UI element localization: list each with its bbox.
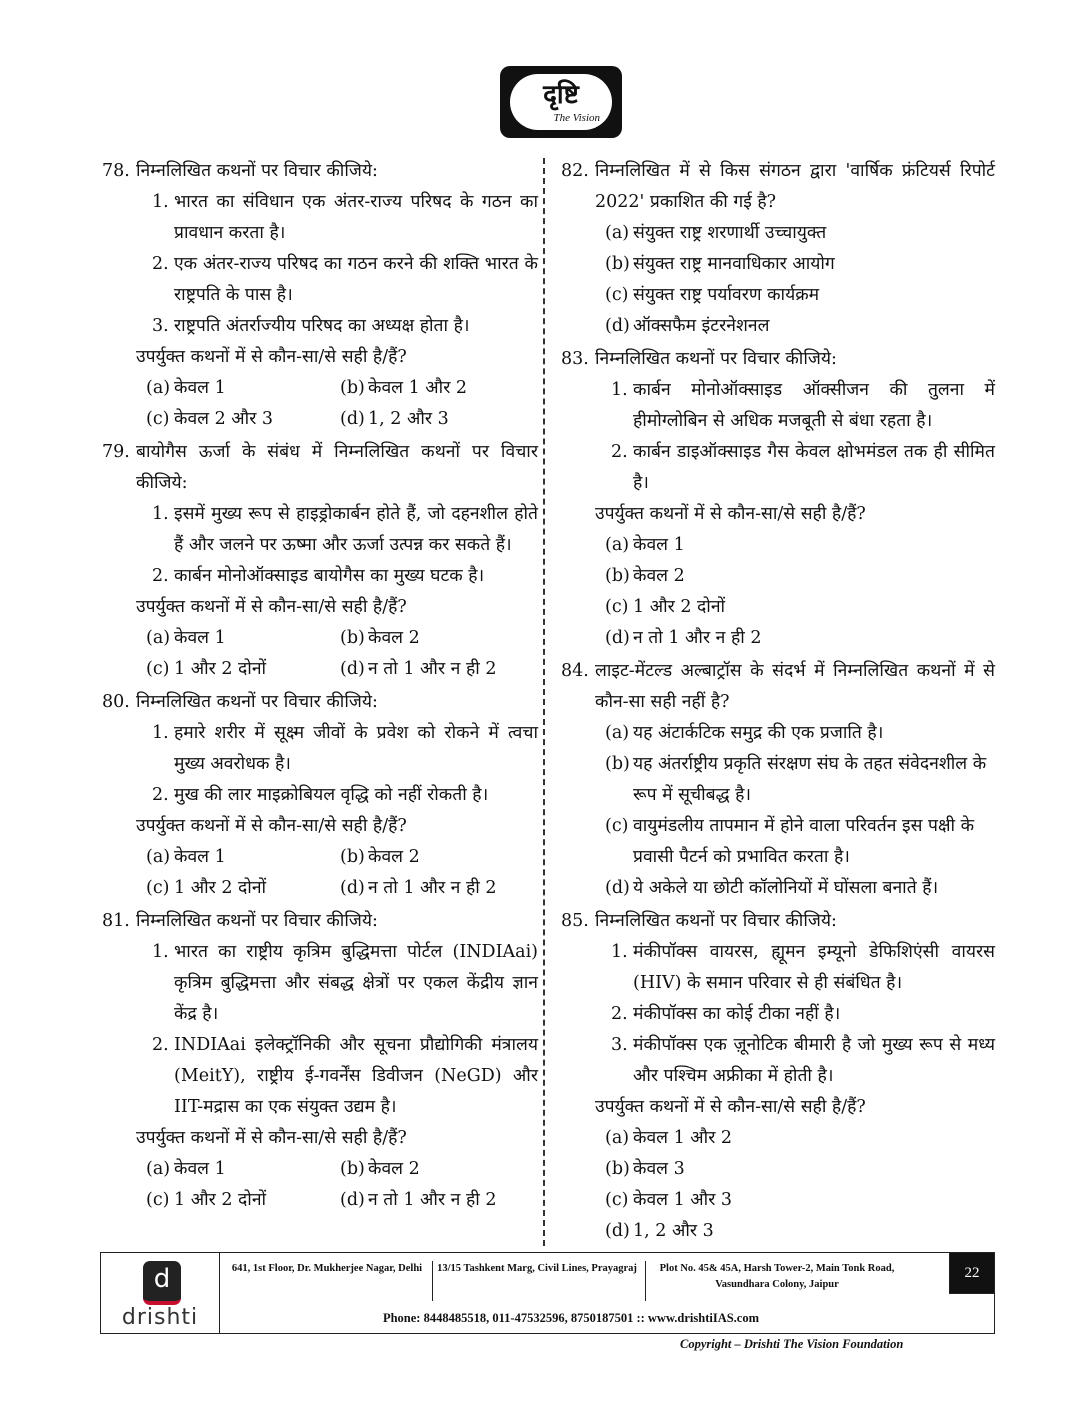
question-text: निम्नलिखित कथनों पर विचार कीजिये: [595, 349, 837, 369]
question-number: 78. [102, 161, 130, 181]
question-82 [561, 156, 995, 342]
option-c: (c) केवल 2 और 3 [146, 409, 274, 429]
option-b: (b) यह अंतर्राष्ट्रीय प्रकृति संरक्षण संघ के तहत संवेदनशील के रूप में सूचीबद्ध है। [605, 754, 987, 805]
question-number: 82. [561, 161, 589, 181]
question-number: 85. [561, 911, 589, 931]
question-number: 84. [561, 661, 589, 681]
statement: 1. हमारे शरीर में सूक्ष्म जीवों के प्रवेश को रोकने में त्वचा मुख्य अवरोधक है। [152, 723, 538, 774]
question-text: लाइट-मेंटल्ड अल्बाट्रॉस के संदर्भ में निम्नलिखित कथनों में से कौन-सा सही नहीं है? [595, 661, 995, 712]
option-a: (a) केवल 1 [605, 535, 685, 555]
option-a: (a) केवल 1 [146, 628, 226, 648]
question-number: 80. [102, 692, 130, 712]
statement: 1. इसमें मुख्य रूप से हाइड्रोकार्बन होते हैं, जो दहनशील होते हैं और जलने पर ऊष्मा और ऊर्जा उत्पन्न कर सकते हैं। [152, 504, 538, 555]
question-prompt: उपर्युक्त कथनों में से कौन-सा/से सही है/हैं? [136, 597, 407, 617]
question-prompt: उपर्युक्त कथनों में से कौन-सा/से सही है/हैं? [136, 347, 407, 367]
question-number: 83. [561, 349, 589, 369]
option-b: (b) केवल 2 [605, 566, 685, 586]
question-85 [561, 906, 995, 1247]
option-b: (b) केवल 2 [340, 628, 420, 648]
option-c: (c) संयुक्त राष्ट्र पर्यावरण कार्यक्रम [605, 285, 820, 305]
option-c: (c) 1 और 2 दोनों [605, 597, 726, 617]
question-80 [102, 687, 538, 904]
option-b: (b) केवल 2 [340, 1159, 420, 1179]
statement: 2. एक अंतर-राज्य परिषद का गठन करने की शक्ति भारत के राष्ट्रपति के पास है। [152, 254, 538, 305]
statement: 2. INDIAai इलेक्ट्रॉनिकी और सूचना प्रौद्योगिकी मंत्रालय (MeitY), राष्ट्रीय ई-गवर्नेंस डिवीजन (NeGD) और IIT-मद्रास का एक संयुक्त उद्यम है। [152, 1035, 538, 1117]
question-83 [561, 344, 995, 654]
question-text: निम्नलिखित कथनों पर विचार कीजिये: [136, 911, 378, 931]
footer-brand-name: drishti [121, 1305, 199, 1330]
option-c: (c) 1 और 2 दोनों [146, 659, 267, 679]
column-divider [543, 158, 545, 1246]
option-a: (a) केवल 1 [146, 1159, 226, 1179]
left-column [102, 156, 538, 1218]
drishti-logo-icon: d [143, 1261, 181, 1305]
address-prayagraj: 13/15 Tashkent Marg, Civil Lines, Prayagraj [437, 1263, 637, 1274]
question-text: निम्नलिखित में से किस संगठन द्वारा 'वार्षिक फ्रंटियर्स रिपोर्ट 2022' प्रकाशित की गई है? [595, 161, 995, 212]
statement: 1. भारत का संविधान एक अंतर-राज्य परिषद के गठन का प्रावधान करता है। [152, 192, 538, 243]
question-79 [102, 437, 538, 685]
address-delhi: 641, 1st Floor, Dr. Mukherjee Nagar, Delhi [231, 1263, 423, 1274]
footer-brand [101, 1253, 220, 1333]
option-c: (c) केवल 1 और 3 [605, 1190, 733, 1210]
option-d: (d) न तो 1 और न ही 2 [605, 628, 762, 648]
option-b: (b) केवल 2 [340, 847, 420, 867]
right-column [561, 156, 995, 1249]
statement: 3. राष्ट्रपति अंतर्राज्यीय परिषद का अध्यक्ष होता है। [152, 316, 470, 336]
option-b: (b) केवल 3 [605, 1159, 685, 1179]
question-prompt: उपर्युक्त कथनों में से कौन-सा/से सही है/हैं? [595, 1097, 866, 1117]
question-prompt: उपर्युक्त कथनों में से कौन-सा/से सही है/हैं? [136, 1128, 407, 1148]
statement: 1. कार्बन मोनोऑक्साइड ऑक्सीजन की तुलना में हीमोग्लोबिन से अधिक मजबूती से बंधा रहता है। [611, 380, 995, 431]
option-c: (c) 1 और 2 दोनों [146, 1190, 267, 1210]
logo-badge [510, 74, 612, 130]
question-prompt: उपर्युक्त कथनों में से कौन-सा/से सही है/हैं? [136, 816, 407, 836]
statement: 2. मुख की लार माइक्रोबियल वृद्धि को नहीं रोकती है। [152, 785, 489, 805]
statement: 2. कार्बन डाइऑक्साइड गैस केवल क्षोभमंडल तक ही सीमित है। [611, 442, 995, 493]
question-78 [102, 156, 538, 435]
option-c: (c) वायुमंडलीय तापमान में होने वाला परिवर्तन इस पक्षी के प्रवासी पैटर्न को प्रभावित करता है। [605, 816, 975, 867]
option-c: (c) 1 और 2 दोनों [146, 878, 267, 898]
option-d: (d) ऑक्सफैम इंटरनेशनल [605, 316, 770, 336]
option-d: (d) 1, 2 और 3 [340, 409, 449, 429]
option-a: (a) संयुक्त राष्ट्र शरणार्थी उच्चायुक्त [605, 223, 827, 243]
copyright-text: Copyright – Drishti The Vision Foundation [680, 1337, 904, 1351]
drishti-logo [500, 66, 622, 138]
logo-word: दृष्टि [543, 80, 579, 110]
option-a: (a) केवल 1 [146, 847, 226, 867]
question-text: बायोगैस ऊर्जा के संबंध में निम्नलिखित कथनों पर विचार कीजिये: [136, 442, 538, 493]
question-number: 79. [102, 442, 130, 462]
question-84 [561, 656, 995, 904]
option-d: (d) ये अकेले या छोटी कॉलोनियों में घोंसला बनाते हैं। [605, 878, 939, 898]
question-text: निम्नलिखित कथनों पर विचार कीजिये: [595, 911, 837, 931]
statement: 2. मंकीपॉक्स का कोई टीका नहीं है। [611, 1004, 841, 1024]
option-b: (b) केवल 1 और 2 [340, 378, 468, 398]
option-a: (a) केवल 1 और 2 [605, 1128, 733, 1148]
option-d: (d) 1, 2 और 3 [605, 1221, 714, 1241]
statement: 3. मंकीपॉक्स एक ज़ूनोटिक बीमारी है जो मुख्य रूप से मध्य और पश्चिम अफ्रीका में होती है। [611, 1035, 995, 1086]
statement: 1. भारत का राष्ट्रीय कृत्रिम बुद्धिमत्ता पोर्टल (INDIAai) कृत्रिम बुद्धिमत्ता और संबद्ध क्षेत्रों पर एकल केंद्रीय ज्ञान केंद्र है। [152, 942, 538, 1024]
question-number: 81. [102, 911, 130, 931]
option-b: (b) संयुक्त राष्ट्र मानवाधिकार आयोग [605, 254, 835, 274]
page-footer [100, 1252, 995, 1334]
address-jaipur: Plot No. 45& 45A, Harsh Tower-2, Main Tonk Road, Vasundhara Colony, Jaipur [659, 1263, 895, 1290]
option-d: (d) न तो 1 और न ही 2 [340, 1190, 497, 1210]
footer-phone: Phone: 8448485518, 011-47532596, 8750187501 :: www.drishtiIAS.com [382, 1311, 760, 1325]
question-prompt: उपर्युक्त कथनों में से कौन-सा/से सही है/हैं? [595, 504, 866, 524]
option-d: (d) न तो 1 और न ही 2 [340, 659, 497, 679]
question-text: निम्नलिखित कथनों पर विचार कीजिये: [136, 692, 378, 712]
question-81 [102, 906, 538, 1216]
question-text: निम्नलिखित कथनों पर विचार कीजिये: [136, 161, 378, 181]
logo-tagline: The Vision [553, 112, 600, 124]
statement: 1. मंकीपॉक्स वायरस, ह्यूमन इम्यूनो डेफिशिएंसी वायरस (HIV) के समान परिवार से ही संबंधित है। [611, 942, 995, 993]
option-a: (a) केवल 1 [146, 378, 226, 398]
option-a: (a) यह अंटार्कटिक समुद्र की एक प्रजाति है। [605, 723, 884, 743]
option-d: (d) न तो 1 और न ही 2 [340, 878, 497, 898]
page-number: 22 [949, 1253, 994, 1294]
statement: 2. कार्बन मोनोऑक्साइड बायोगैस का मुख्य घटक है। [152, 566, 485, 586]
